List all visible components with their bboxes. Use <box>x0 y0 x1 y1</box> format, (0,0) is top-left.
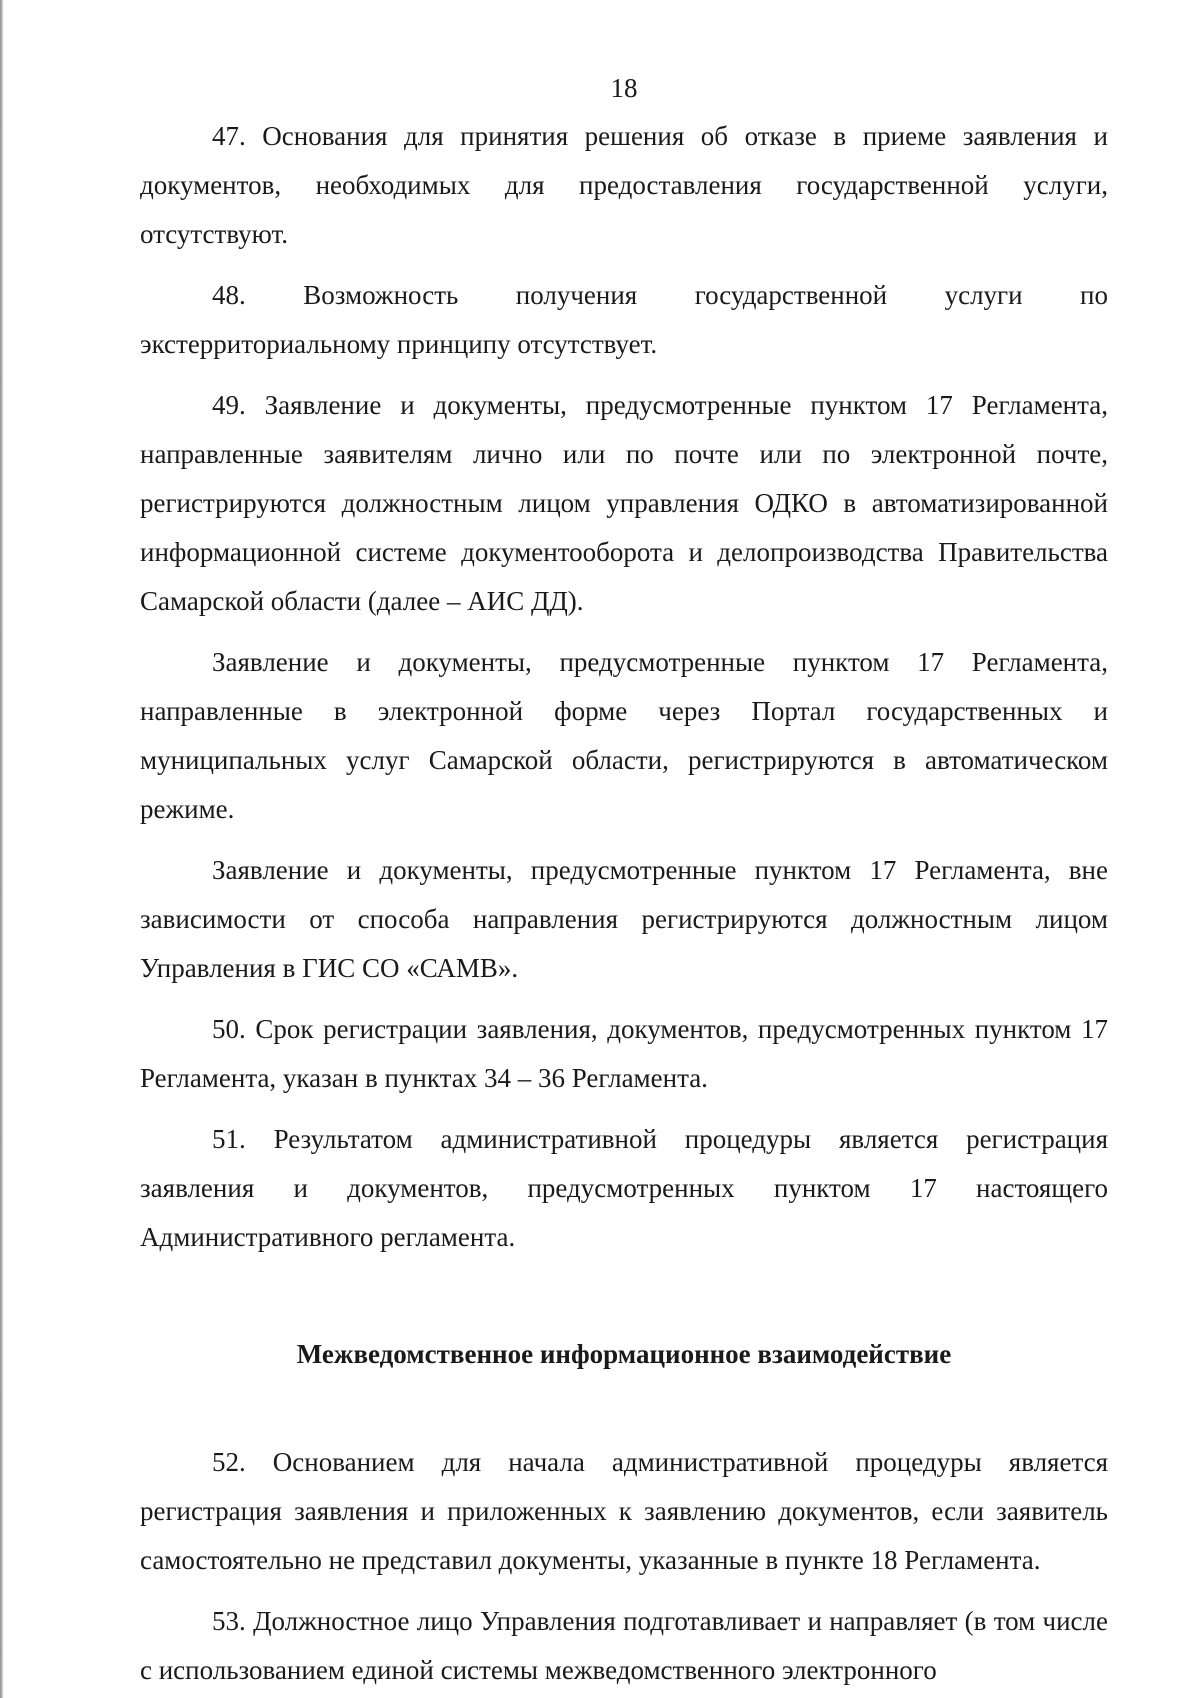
paragraph-49: 49. Заявление и документы, предусмотренные пунктом 17 Регламента, направленные заявителям лично или по почте или по электронной почте, регистрируются должностным лицом управления ОДКО в автоматизированной информационной системе документооборота и делопроизводства Правительства Самарской области (далее – АИС ДД). <box>140 390 1108 616</box>
document-page <box>140 72 1108 1695</box>
paragraph-50: 50. Срок регистрации заявления, документов, предусмотренных пунктом 17 Регламента, указан в пунктах 34 – 36 Регламента. <box>140 1014 1108 1093</box>
paragraph-47: 47. Основания для принятия решения об отказе в приеме заявления и документов, необходимых для предоставления государственной услуги, отсутствуют. <box>140 121 1108 249</box>
page-number: 18 <box>610 73 638 103</box>
paragraph-49-electronic: Заявление и документы, предусмотренные пунктом 17 Регламента, направленные в электронной форме через Портал государственных и муниципальных услуг Самарской области, регистрируются в автоматическом режиме. <box>140 647 1108 824</box>
paragraph-51: 51. Результатом административной процедуры является регистрация заявления и документов, предусмотренных пунктом 17 настоящего Административного регламента. <box>140 1124 1108 1252</box>
paragraph-52: 52. Основанием для начала административной процедуры является регистрация заявления и приложенных к заявлению документов, если заявитель самостоятельно не представил документы, указанные в пункте 18 Регламента. <box>140 1447 1108 1575</box>
scan-edge <box>0 0 3 1698</box>
section-heading: Межведомственное информационное взаимодействие <box>296 1339 952 1369</box>
paragraph-49-registration: Заявление и документы, предусмотренные пунктом 17 Регламента, вне зависимости от способа направления регистрируются должностным лицом Управления в ГИС СО «САМВ». <box>140 855 1108 983</box>
paragraph-48: 48. Возможность получения государственной услуги по экстерриториальному принципу отсутствует. <box>140 280 1108 359</box>
paragraph-53: 53. Должностное лицо Управления подготавливает и направляет (в том числе с использованием единой системы межведомственного электронного <box>140 1606 1108 1685</box>
